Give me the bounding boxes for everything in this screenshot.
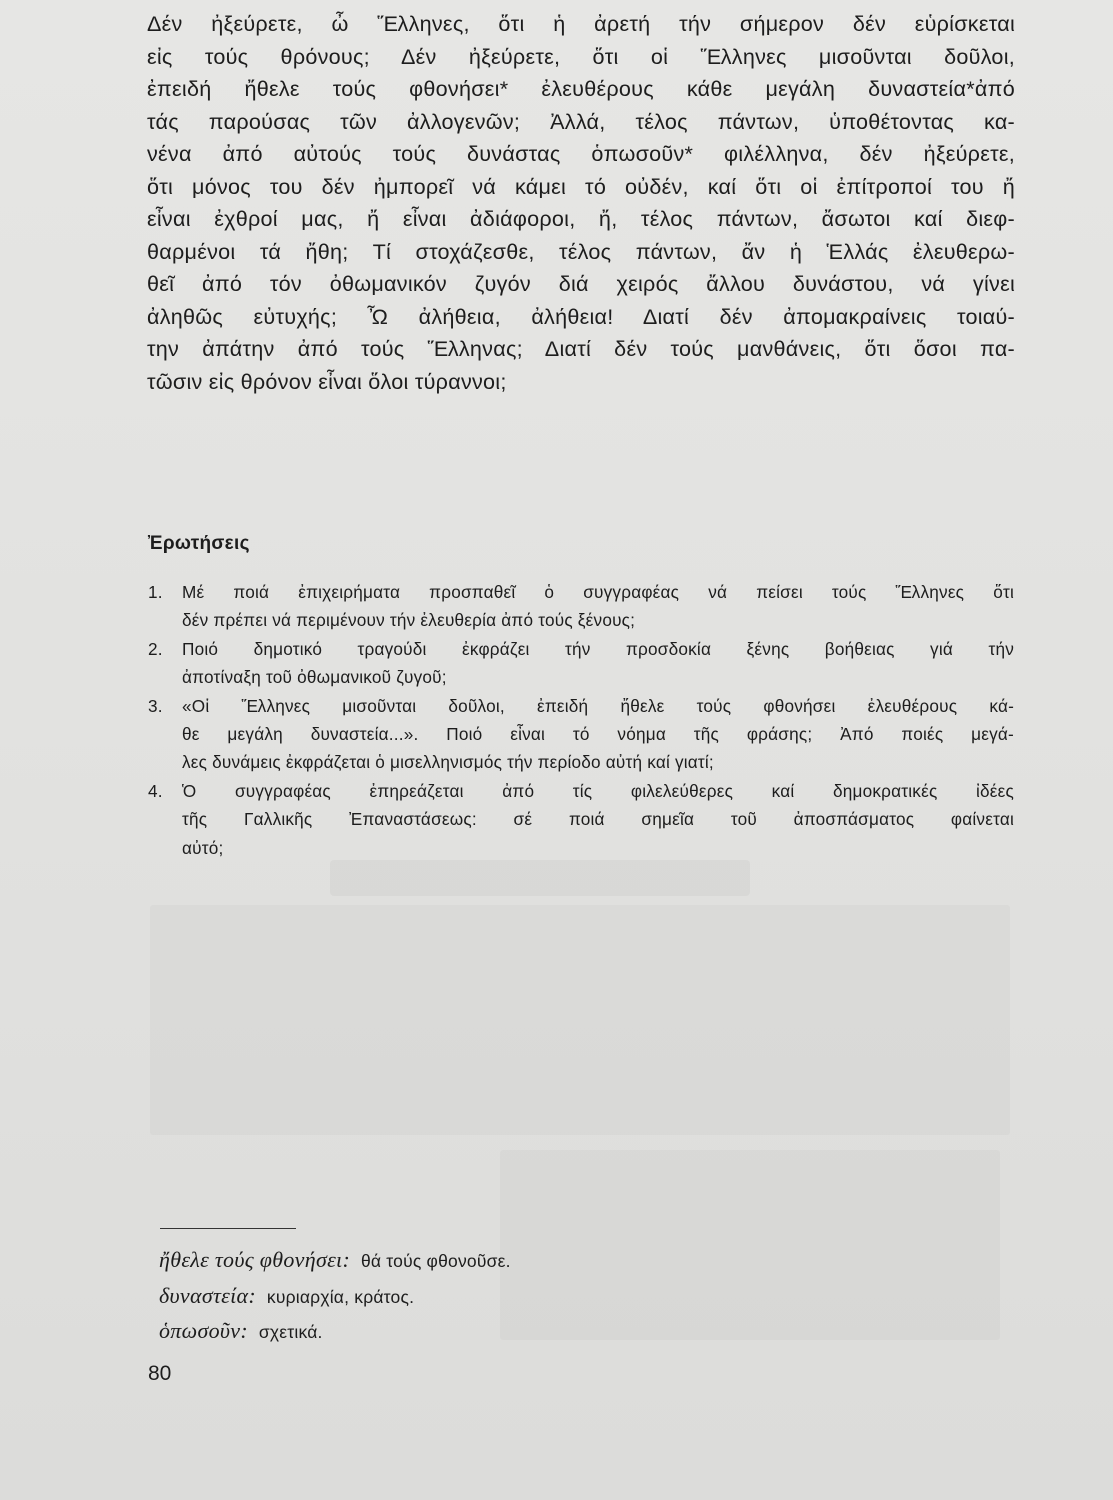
main-passage	[147, 8, 1015, 398]
footnote-divider	[160, 1228, 296, 1229]
question-line: θε μεγάλη δυναστεία...». Ποιό εἶναι τό νόημα τῆς φράσης; Ἀπό ποιές μεγά-	[182, 724, 1014, 745]
footnote	[159, 1243, 511, 1279]
question-number: 4.	[148, 780, 163, 801]
question-line: λες δυνάμεις ἐκφράζεται ὁ μισελληνισμός τήν περίοδο αὐτή καί γιατί;	[182, 752, 714, 773]
question-line: Μέ ποιά ἐπιχειρήματα προσπαθεῖ ὁ συγγραφέας νά πείσει τούς Ἕλληνες ὅτι	[182, 582, 1014, 602]
footnote	[159, 1314, 511, 1350]
passage-line: Δέν ἠξεύρετε, ὦ Ἕλληνες, ὅτι ἡ ἀρετή τήν σήμερον δέν εὑρίσκεται	[147, 11, 1015, 36]
footnote-term: ὁπωσοῦν:	[159, 1318, 248, 1343]
bleed-through-shadow	[150, 905, 1010, 1135]
question-item	[148, 635, 1014, 692]
bleed-through-shadow	[500, 1150, 1000, 1340]
question-item	[148, 578, 1014, 635]
passage-line: θεῖ ἀπό τόν ὀθωμανικόν ζυγόν διά χειρός ἄλλου δυνάστου, νά γίνει	[147, 271, 1015, 296]
footnote-definition: κυριαρχία, κράτος.	[266, 1286, 415, 1307]
footnotes	[159, 1243, 511, 1350]
footnote-term: ἤθελε τούς φθονήσει:	[159, 1247, 351, 1272]
question-line: ἀποτίναξη τοῦ ὀθωμανικοῦ ζυγοῦ;	[182, 667, 447, 688]
question-line: Ὁ συγγραφέας ἐπηρεάζεται ἀπό τίς φιλελεύθερες καί δημοκρατικές ἰδέες	[182, 780, 1014, 801]
passage-line: εἰς τούς θρόνους; Δέν ἠξεύρετε, ὅτι οἱ Ἕλληνες μισοῦνται δοῦλοι,	[147, 43, 1015, 69]
passage-line: τάς παρούσας τῶν ἀλλογενῶν; Ἀλλά, τέλος πάντων, ὑποθέτοντας κα-	[147, 108, 1015, 134]
question-line: δέν πρέπει νά περιμένουν τήν ἐλευθερία ἀπό τούς ξένους;	[182, 610, 636, 631]
question-line: τῆς Γαλλικῆς Ἐπαναστάσεως: σέ ποιά σημεῖα τοῦ ἀποσπάσματος φαίνεται	[182, 809, 1014, 830]
passage-line: την ἀπάτην ἀπό τούς Ἕλληνας; Διατί δέν τούς μανθάνεις, ὅτι ὅσοι πα-	[147, 336, 1015, 361]
question-item	[148, 777, 1014, 862]
passage-line: ἐπειδή ἤθελε τούς φθονήσει* ἐλευθέρους κάθε μεγάλη δυναστεία*ἀπό	[147, 76, 1015, 101]
question-line: «Οἱ Ἕλληνες μισοῦνται δοῦλοι, ἐπειδή ἤθελε τούς φθονήσει ἐλευθέρους κά-	[182, 695, 1014, 716]
questions-list	[148, 578, 1014, 862]
footnote	[159, 1279, 511, 1315]
question-number: 3.	[148, 695, 163, 716]
question-line: Ποιό δημοτικό τραγούδι ἐκφράζει τήν προσδοκία ξένης βοήθειας γιά τήν	[182, 638, 1014, 659]
footnote-term: δυναστεία:	[159, 1282, 257, 1308]
bleed-through-shadow	[330, 860, 750, 896]
footnote-definition: σχετικά.	[258, 1322, 323, 1342]
question-number: 1.	[148, 582, 163, 602]
footnote-definition: θά τούς φθονοῦσε.	[360, 1251, 511, 1271]
passage-line: ἀληθῶς εὐτυχής; Ὦ ἀλήθεια, ἀλήθεια! Διατί δέν ἀπομακραίνεις τοιαύ-	[147, 303, 1015, 329]
passage-line: ὅτι μόνος του δέν ἠμπορεῖ νά κάμει τό οὐδέν, καί ὅτι οἱ ἐπίτροποί του ἤ	[147, 173, 1015, 199]
passage-line: νένα ἀπό αὐτούς τούς δυνάστας ὁπωσοῦν* φιλέλληνα, δέν ἠξεύρετε,	[147, 141, 1015, 166]
page-number: 80	[148, 1362, 172, 1385]
passage-line: εἶναι ἐχθροί μας, ἤ εἶναι ἀδιάφοροι, ἤ, τέλος πάντων, ἄσωτοι καί διεφ-	[147, 206, 1015, 231]
passage-line: θαρμένοι τά ἤθη; Τί στοχάζεσθε, τέλος πάντων, ἄν ἡ Ἑλλάς ἐλευθερω-	[147, 238, 1015, 264]
question-number: 2.	[148, 638, 163, 659]
question-line: αὐτό;	[182, 837, 224, 858]
questions-heading: Ἐρωτήσεις	[148, 533, 250, 554]
passage-line: τῶσιν εἰς θρόνον εἶναι ὅλοι τύραννοι;	[147, 368, 507, 394]
question-item	[148, 692, 1014, 777]
